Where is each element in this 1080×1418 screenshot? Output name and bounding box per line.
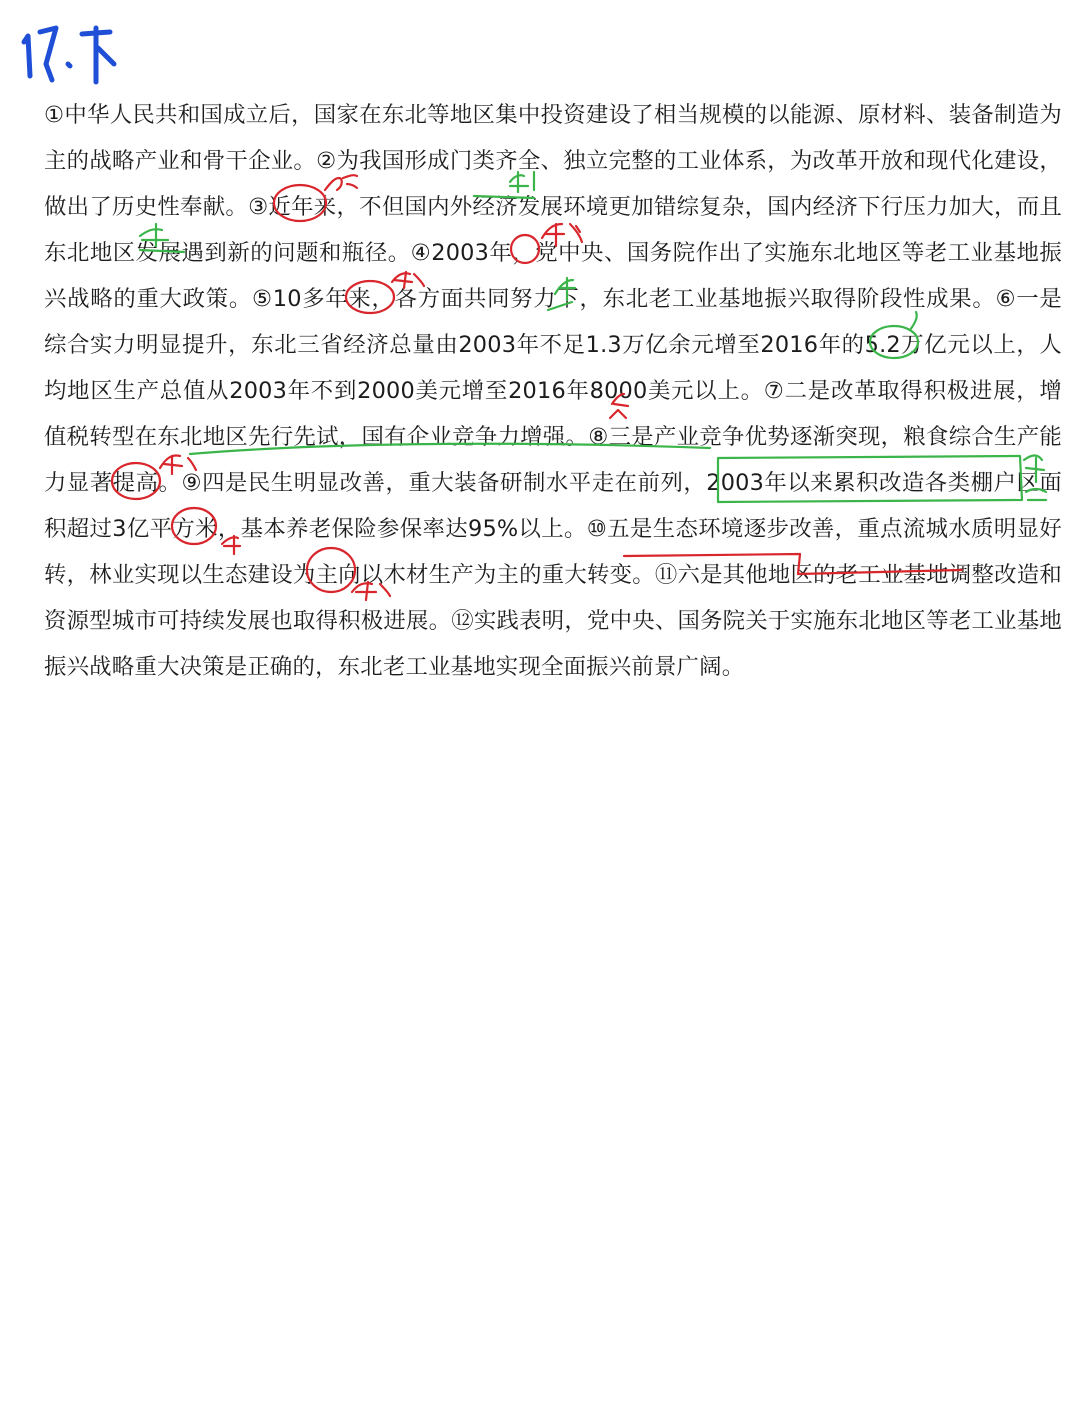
exam-passage: ①中华人民共和国成立后，国家在东北等地区集中投资建设了相当规模的以能源、原材料、装备制造为主的战略产业和骨干企业。②为我国形成门类齐全、独立完整的工业体系，为改革开放和现代化建设，做出了历史性奉献。③近年来，不但国内外经济发展环境更加错综复杂，国内经济下行压力加大，而且东北地区发展遇到新的问题和瓶径。④2003年，党中央、国务院作出了实施东北地区等老工业基地振兴战略的重大政策。⑤10多年来，各方面共同努力下，东北老工业基地振兴取得阶段性成果。⑥一是综合实力明显提升，东北三省经济总量由2003年不足1.3万亿余元增至2016年的5.2万亿元以上，人均地区生产总值从2003年不到2000美元增至2016年8000美元以上。⑦二是改革取得积极进展，增值税转型在东北地区先行先试，国有企业竞争力增强。⑧三是产业竞争优势逐渐突现，粮食综合生产能力显著提高。⑨四是民生明显改善，重大装备研制水平走在前列，2003年以来累积改造各类棚户区面积超过3亿平方米，基本养老保险参保率达95%以上。⑩五是生态环境逐步改善，重点流城水质明显好转，林业实现以生态建设为主向以木材生产为主的重大转变。⑪六是其他地区的老工业基地调整改造和资源型城市可持续发展也取得积极进展。⑫实践表明，党中央、国务院关于实施东北地区等老工业基地振兴战略重大决策是正确的，东北老工业基地实现全面振兴前景广阔。 xyxy=(44,102,1062,680)
handwritten-heading xyxy=(18,18,128,93)
